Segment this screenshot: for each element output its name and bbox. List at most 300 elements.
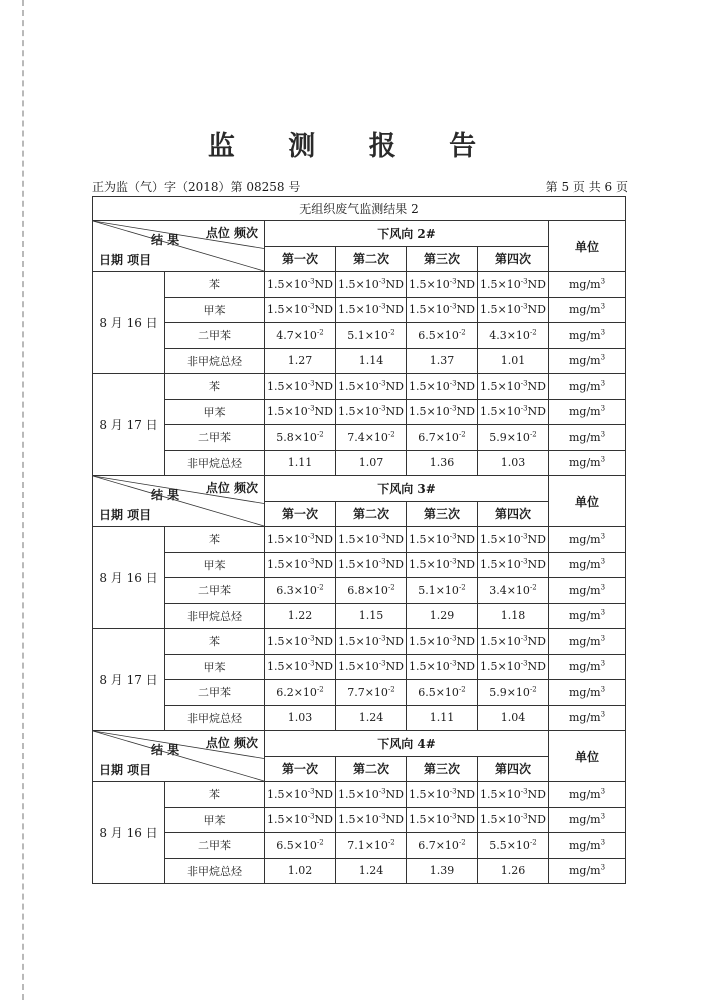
value-base: 1.03 (287, 711, 313, 725)
unit-cell (549, 374, 626, 400)
location-header: 下风向 2# (265, 221, 549, 247)
report-title: 监 测 报 告 (207, 131, 499, 162)
value-base: 1.5×10 (409, 558, 450, 572)
unit-cell (549, 603, 626, 629)
value-base: 1.5×10 (267, 813, 308, 827)
value-flag: ND (456, 558, 475, 572)
value-base: 1.01 (500, 354, 526, 368)
unit-cell (549, 527, 626, 553)
unit-header: 单位 (549, 476, 626, 527)
value-base: 1.5×10 (267, 660, 308, 674)
value-exponent: -3 (520, 379, 528, 388)
unit-cell (549, 654, 626, 680)
value-cell (265, 858, 336, 884)
value-flag: ND (385, 379, 404, 393)
unit-cell (549, 297, 626, 323)
value-base: 1.14 (358, 354, 384, 368)
value-base: 1.5×10 (480, 634, 521, 648)
value-base: 1.07 (358, 456, 384, 470)
value-exponent: -2 (387, 685, 395, 694)
location-header: 下风向 4# (265, 731, 549, 757)
value-base: 1.36 (429, 456, 455, 470)
value-exponent: 3 (600, 812, 606, 821)
value-base: mg/m (568, 379, 601, 393)
value-exponent: -3 (520, 557, 528, 566)
value-base: 6.5×10 (418, 328, 459, 342)
value-exponent: 3 (600, 583, 606, 592)
value-base: 1.5×10 (480, 405, 521, 419)
value-cell (336, 629, 407, 655)
value-exponent: -3 (449, 659, 457, 668)
value-cell (407, 680, 478, 706)
unit-cell (549, 578, 626, 604)
value-base: 1.5×10 (338, 787, 379, 801)
value-cell (265, 705, 336, 731)
table-row (93, 527, 626, 553)
value-cell (407, 399, 478, 425)
value-exponent: 3 (600, 685, 606, 694)
item-cell: 苯 (165, 374, 265, 400)
value-flag: ND (385, 634, 404, 648)
value-exponent: -3 (307, 532, 315, 541)
value-exponent: 3 (600, 455, 606, 464)
location-header: 下风向 3# (265, 476, 549, 502)
item-cell: 非甲烷总烃 (165, 858, 265, 884)
value-base: 1.22 (287, 609, 313, 623)
value-base: 1.5×10 (409, 532, 450, 546)
value-base: 1.5×10 (338, 660, 379, 674)
value-flag: ND (385, 532, 404, 546)
value-base: 1.37 (429, 354, 455, 368)
value-cell (336, 425, 407, 451)
header-result: 结 果 (151, 743, 180, 757)
value-exponent: -2 (387, 583, 395, 592)
value-base: 1.5×10 (338, 813, 379, 827)
value-exponent: -3 (520, 659, 528, 668)
value-base: mg/m (568, 558, 601, 572)
value-exponent: -3 (307, 557, 315, 566)
value-exponent: -2 (458, 328, 466, 337)
value-cell (407, 552, 478, 578)
value-base: 5.5×10 (489, 838, 530, 852)
header-row-location (93, 731, 626, 757)
table-row (93, 552, 626, 578)
table-row (93, 654, 626, 680)
value-base: 1.5×10 (338, 303, 379, 317)
item-cell: 非甲烷总烃 (165, 450, 265, 476)
value-flag: ND (314, 277, 333, 291)
value-exponent: -3 (520, 532, 528, 541)
seal-stamp-edge (666, 512, 706, 616)
table-row (93, 833, 626, 859)
date-cell: 8 月 16 日 (93, 272, 165, 374)
value-flag: ND (456, 303, 475, 317)
value-cell (478, 629, 549, 655)
value-flag: ND (527, 787, 546, 801)
value-exponent: 3 (600, 532, 606, 541)
value-base: mg/m (568, 405, 601, 419)
value-cell (407, 578, 478, 604)
value-cell (336, 705, 407, 731)
value-base: 1.5×10 (409, 405, 450, 419)
value-base: 1.5×10 (338, 277, 379, 291)
table-caption: 无组织废气监测结果 2 (93, 197, 626, 221)
value-base: mg/m (568, 328, 601, 342)
value-flag: ND (527, 277, 546, 291)
unit-header: 单位 (549, 731, 626, 782)
value-exponent: -3 (449, 404, 457, 413)
value-flag: ND (314, 532, 333, 546)
value-exponent: -2 (458, 430, 466, 439)
value-cell (336, 450, 407, 476)
value-base: 1.5×10 (338, 558, 379, 572)
value-exponent: -2 (529, 685, 537, 694)
value-exponent: -2 (316, 583, 324, 592)
value-base: 1.39 (429, 864, 455, 878)
value-base: 1.5×10 (267, 405, 308, 419)
item-cell: 甲苯 (165, 552, 265, 578)
value-exponent: -3 (449, 634, 457, 643)
value-exponent: -2 (387, 430, 395, 439)
table-row (93, 705, 626, 731)
unit-cell (549, 425, 626, 451)
item-cell: 非甲烷总烃 (165, 603, 265, 629)
value-cell (478, 858, 549, 884)
monitoring-results-table (92, 196, 626, 884)
value-exponent: -3 (449, 302, 457, 311)
value-base: 7.7×10 (347, 685, 388, 699)
run-header: 第一次 (265, 756, 336, 782)
value-exponent: -3 (449, 532, 457, 541)
value-exponent: -2 (529, 838, 537, 847)
value-exponent: 3 (600, 659, 606, 668)
value-base: mg/m (568, 430, 601, 444)
value-exponent: -2 (387, 328, 395, 337)
value-exponent: -3 (378, 277, 386, 286)
item-cell: 二甲苯 (165, 833, 265, 859)
value-exponent: -3 (307, 277, 315, 286)
item-cell: 甲苯 (165, 654, 265, 680)
value-exponent: -2 (529, 430, 537, 439)
value-exponent: 3 (600, 838, 606, 847)
value-exponent: -2 (316, 838, 324, 847)
value-exponent: 3 (600, 557, 606, 566)
value-exponent: -3 (449, 787, 457, 796)
value-exponent: -3 (520, 812, 528, 821)
table-row (93, 297, 626, 323)
value-cell (265, 603, 336, 629)
value-exponent: -2 (458, 685, 466, 694)
value-exponent: 3 (600, 404, 606, 413)
value-cell (478, 552, 549, 578)
item-cell: 甲苯 (165, 807, 265, 833)
value-cell (336, 578, 407, 604)
value-cell (336, 348, 407, 374)
value-flag: ND (456, 379, 475, 393)
value-cell (265, 272, 336, 298)
table-row (93, 450, 626, 476)
item-cell: 二甲苯 (165, 680, 265, 706)
header-point-freq: 点位 频次 (205, 481, 258, 495)
value-flag: ND (385, 277, 404, 291)
value-base: 3.4×10 (489, 583, 530, 597)
value-exponent: 3 (600, 863, 606, 872)
unit-cell (549, 399, 626, 425)
unit-header: 单位 (549, 221, 626, 272)
value-base: 6.5×10 (276, 838, 317, 852)
value-cell (478, 654, 549, 680)
value-exponent: -3 (520, 277, 528, 286)
value-exponent: -3 (378, 634, 386, 643)
value-flag: ND (314, 303, 333, 317)
value-exponent: 3 (600, 328, 606, 337)
value-flag: ND (385, 813, 404, 827)
diagonal-header-cell (93, 731, 265, 782)
value-cell (265, 527, 336, 553)
value-base: 1.5×10 (480, 813, 521, 827)
value-base: 6.2×10 (276, 685, 317, 699)
value-base: 5.8×10 (276, 430, 317, 444)
value-exponent: -3 (520, 634, 528, 643)
value-exponent: -3 (307, 634, 315, 643)
value-base: 4.3×10 (489, 328, 530, 342)
header-point-freq: 点位 频次 (205, 736, 258, 750)
value-cell (407, 425, 478, 451)
value-cell (407, 833, 478, 859)
value-base: 1.5×10 (480, 532, 521, 546)
value-cell (478, 348, 549, 374)
item-cell: 非甲烷总烃 (165, 705, 265, 731)
value-flag: ND (314, 660, 333, 674)
value-cell (478, 527, 549, 553)
value-base: 1.5×10 (480, 787, 521, 801)
value-base: 6.5×10 (418, 685, 459, 699)
value-cell (336, 680, 407, 706)
value-exponent: -3 (520, 787, 528, 796)
value-cell (265, 629, 336, 655)
value-cell (478, 297, 549, 323)
value-base: 7.4×10 (347, 430, 388, 444)
value-cell (407, 603, 478, 629)
value-base: 1.5×10 (267, 379, 308, 393)
value-cell (336, 552, 407, 578)
value-base: 1.5×10 (409, 660, 450, 674)
run-header: 第一次 (265, 246, 336, 272)
value-cell (265, 833, 336, 859)
table-row (93, 348, 626, 374)
unit-cell (549, 680, 626, 706)
value-exponent: -3 (378, 787, 386, 796)
date-cell: 8 月 17 日 (93, 374, 165, 476)
value-cell (336, 782, 407, 808)
value-exponent: -3 (307, 812, 315, 821)
value-cell (265, 399, 336, 425)
value-base: mg/m (568, 711, 601, 725)
value-cell (478, 323, 549, 349)
run-header: 第二次 (336, 246, 407, 272)
value-base: 1.15 (358, 609, 384, 623)
item-cell: 苯 (165, 782, 265, 808)
diagonal-header-cell (93, 221, 265, 272)
value-base: 1.5×10 (480, 558, 521, 572)
item-cell: 二甲苯 (165, 425, 265, 451)
value-exponent: -3 (307, 404, 315, 413)
value-base: 1.5×10 (267, 532, 308, 546)
value-cell (265, 374, 336, 400)
value-exponent: 3 (600, 353, 606, 362)
header-date-item: 日期 项目 (99, 253, 152, 267)
value-cell (478, 833, 549, 859)
header-result: 结 果 (151, 233, 180, 247)
item-cell: 非甲烷总烃 (165, 348, 265, 374)
value-base: 1.5×10 (267, 558, 308, 572)
value-base: 1.5×10 (267, 634, 308, 648)
value-flag: ND (527, 379, 546, 393)
value-exponent: -2 (316, 430, 324, 439)
item-cell: 甲苯 (165, 297, 265, 323)
unit-cell (549, 552, 626, 578)
value-cell (407, 527, 478, 553)
table-row (93, 323, 626, 349)
run-header: 第三次 (407, 246, 478, 272)
value-flag: ND (456, 532, 475, 546)
value-base: 1.11 (287, 456, 313, 470)
value-exponent: -3 (449, 277, 457, 286)
value-base: mg/m (568, 303, 601, 317)
run-header: 第一次 (265, 501, 336, 527)
value-exponent: -2 (316, 685, 324, 694)
run-header: 第四次 (478, 501, 549, 527)
unit-cell (549, 323, 626, 349)
value-base: 1.02 (287, 864, 313, 878)
value-base: 1.5×10 (480, 660, 521, 674)
value-flag: ND (527, 303, 546, 317)
header-row-location (93, 476, 626, 502)
value-base: 1.5×10 (409, 813, 450, 827)
header-date-item: 日期 项目 (99, 508, 152, 522)
value-flag: ND (314, 558, 333, 572)
value-exponent: -3 (378, 302, 386, 311)
value-base: 1.5×10 (409, 787, 450, 801)
value-base: mg/m (568, 583, 601, 597)
value-exponent: 3 (600, 608, 606, 617)
value-cell (407, 348, 478, 374)
value-flag: ND (456, 405, 475, 419)
value-flag: ND (314, 405, 333, 419)
value-exponent: -2 (529, 328, 537, 337)
unit-cell (549, 348, 626, 374)
value-flag: ND (527, 634, 546, 648)
value-exponent: -3 (378, 532, 386, 541)
value-cell (336, 399, 407, 425)
table-row (93, 782, 626, 808)
value-exponent: -3 (378, 659, 386, 668)
value-exponent: -3 (378, 557, 386, 566)
date-cell: 8 月 17 日 (93, 629, 165, 731)
value-flag: ND (385, 405, 404, 419)
value-base: 1.03 (500, 456, 526, 470)
date-cell: 8 月 16 日 (93, 782, 165, 884)
value-cell (336, 858, 407, 884)
value-exponent: -3 (307, 379, 315, 388)
unit-cell (549, 858, 626, 884)
unit-cell (549, 629, 626, 655)
value-cell (265, 680, 336, 706)
run-header: 第四次 (478, 756, 549, 782)
table-row (93, 680, 626, 706)
value-flag: ND (385, 660, 404, 674)
value-cell (478, 603, 549, 629)
value-flag: ND (385, 303, 404, 317)
value-base: 1.18 (500, 609, 526, 623)
value-cell (478, 578, 549, 604)
value-cell (478, 399, 549, 425)
value-cell (478, 705, 549, 731)
value-cell (336, 654, 407, 680)
document-number: 正为监（气）字（2018）第 08258 号 (92, 180, 301, 194)
value-cell (478, 807, 549, 833)
unit-cell (549, 782, 626, 808)
value-flag: ND (385, 558, 404, 572)
value-base: 1.5×10 (338, 532, 379, 546)
value-base: 1.5×10 (409, 303, 450, 317)
value-exponent: 3 (600, 430, 606, 439)
value-base: 1.5×10 (480, 379, 521, 393)
value-base: 7.1×10 (347, 838, 388, 852)
value-flag: ND (314, 379, 333, 393)
value-base: 5.9×10 (489, 430, 530, 444)
value-flag: ND (527, 558, 546, 572)
value-base: 5.1×10 (418, 583, 459, 597)
value-exponent: -2 (458, 583, 466, 592)
value-exponent: 3 (600, 787, 606, 796)
value-flag: ND (527, 532, 546, 546)
run-header: 第二次 (336, 501, 407, 527)
value-base: 5.9×10 (489, 685, 530, 699)
table-caption-row (93, 197, 626, 221)
value-base: 1.5×10 (409, 277, 450, 291)
value-cell (478, 272, 549, 298)
value-base: mg/m (568, 864, 601, 878)
value-cell (478, 782, 549, 808)
value-cell (336, 603, 407, 629)
item-cell: 苯 (165, 629, 265, 655)
value-base: 1.5×10 (338, 379, 379, 393)
item-cell: 二甲苯 (165, 578, 265, 604)
value-cell (265, 552, 336, 578)
table-row (93, 858, 626, 884)
value-base: 6.3×10 (276, 583, 317, 597)
value-base: 1.11 (429, 711, 455, 725)
table-row (93, 807, 626, 833)
value-base: mg/m (568, 277, 601, 291)
value-cell (265, 450, 336, 476)
value-exponent: -3 (378, 404, 386, 413)
value-cell (407, 272, 478, 298)
value-flag: ND (456, 813, 475, 827)
value-base: mg/m (568, 354, 601, 368)
value-exponent: -3 (520, 404, 528, 413)
value-base: 6.8×10 (347, 583, 388, 597)
results-table-container (92, 196, 625, 884)
value-base: mg/m (568, 609, 601, 623)
header-point-freq: 点位 频次 (205, 226, 258, 240)
value-base: 1.5×10 (267, 277, 308, 291)
value-base: mg/m (568, 813, 601, 827)
value-exponent: -3 (307, 659, 315, 668)
run-header: 第二次 (336, 756, 407, 782)
value-exponent: 3 (600, 710, 606, 719)
